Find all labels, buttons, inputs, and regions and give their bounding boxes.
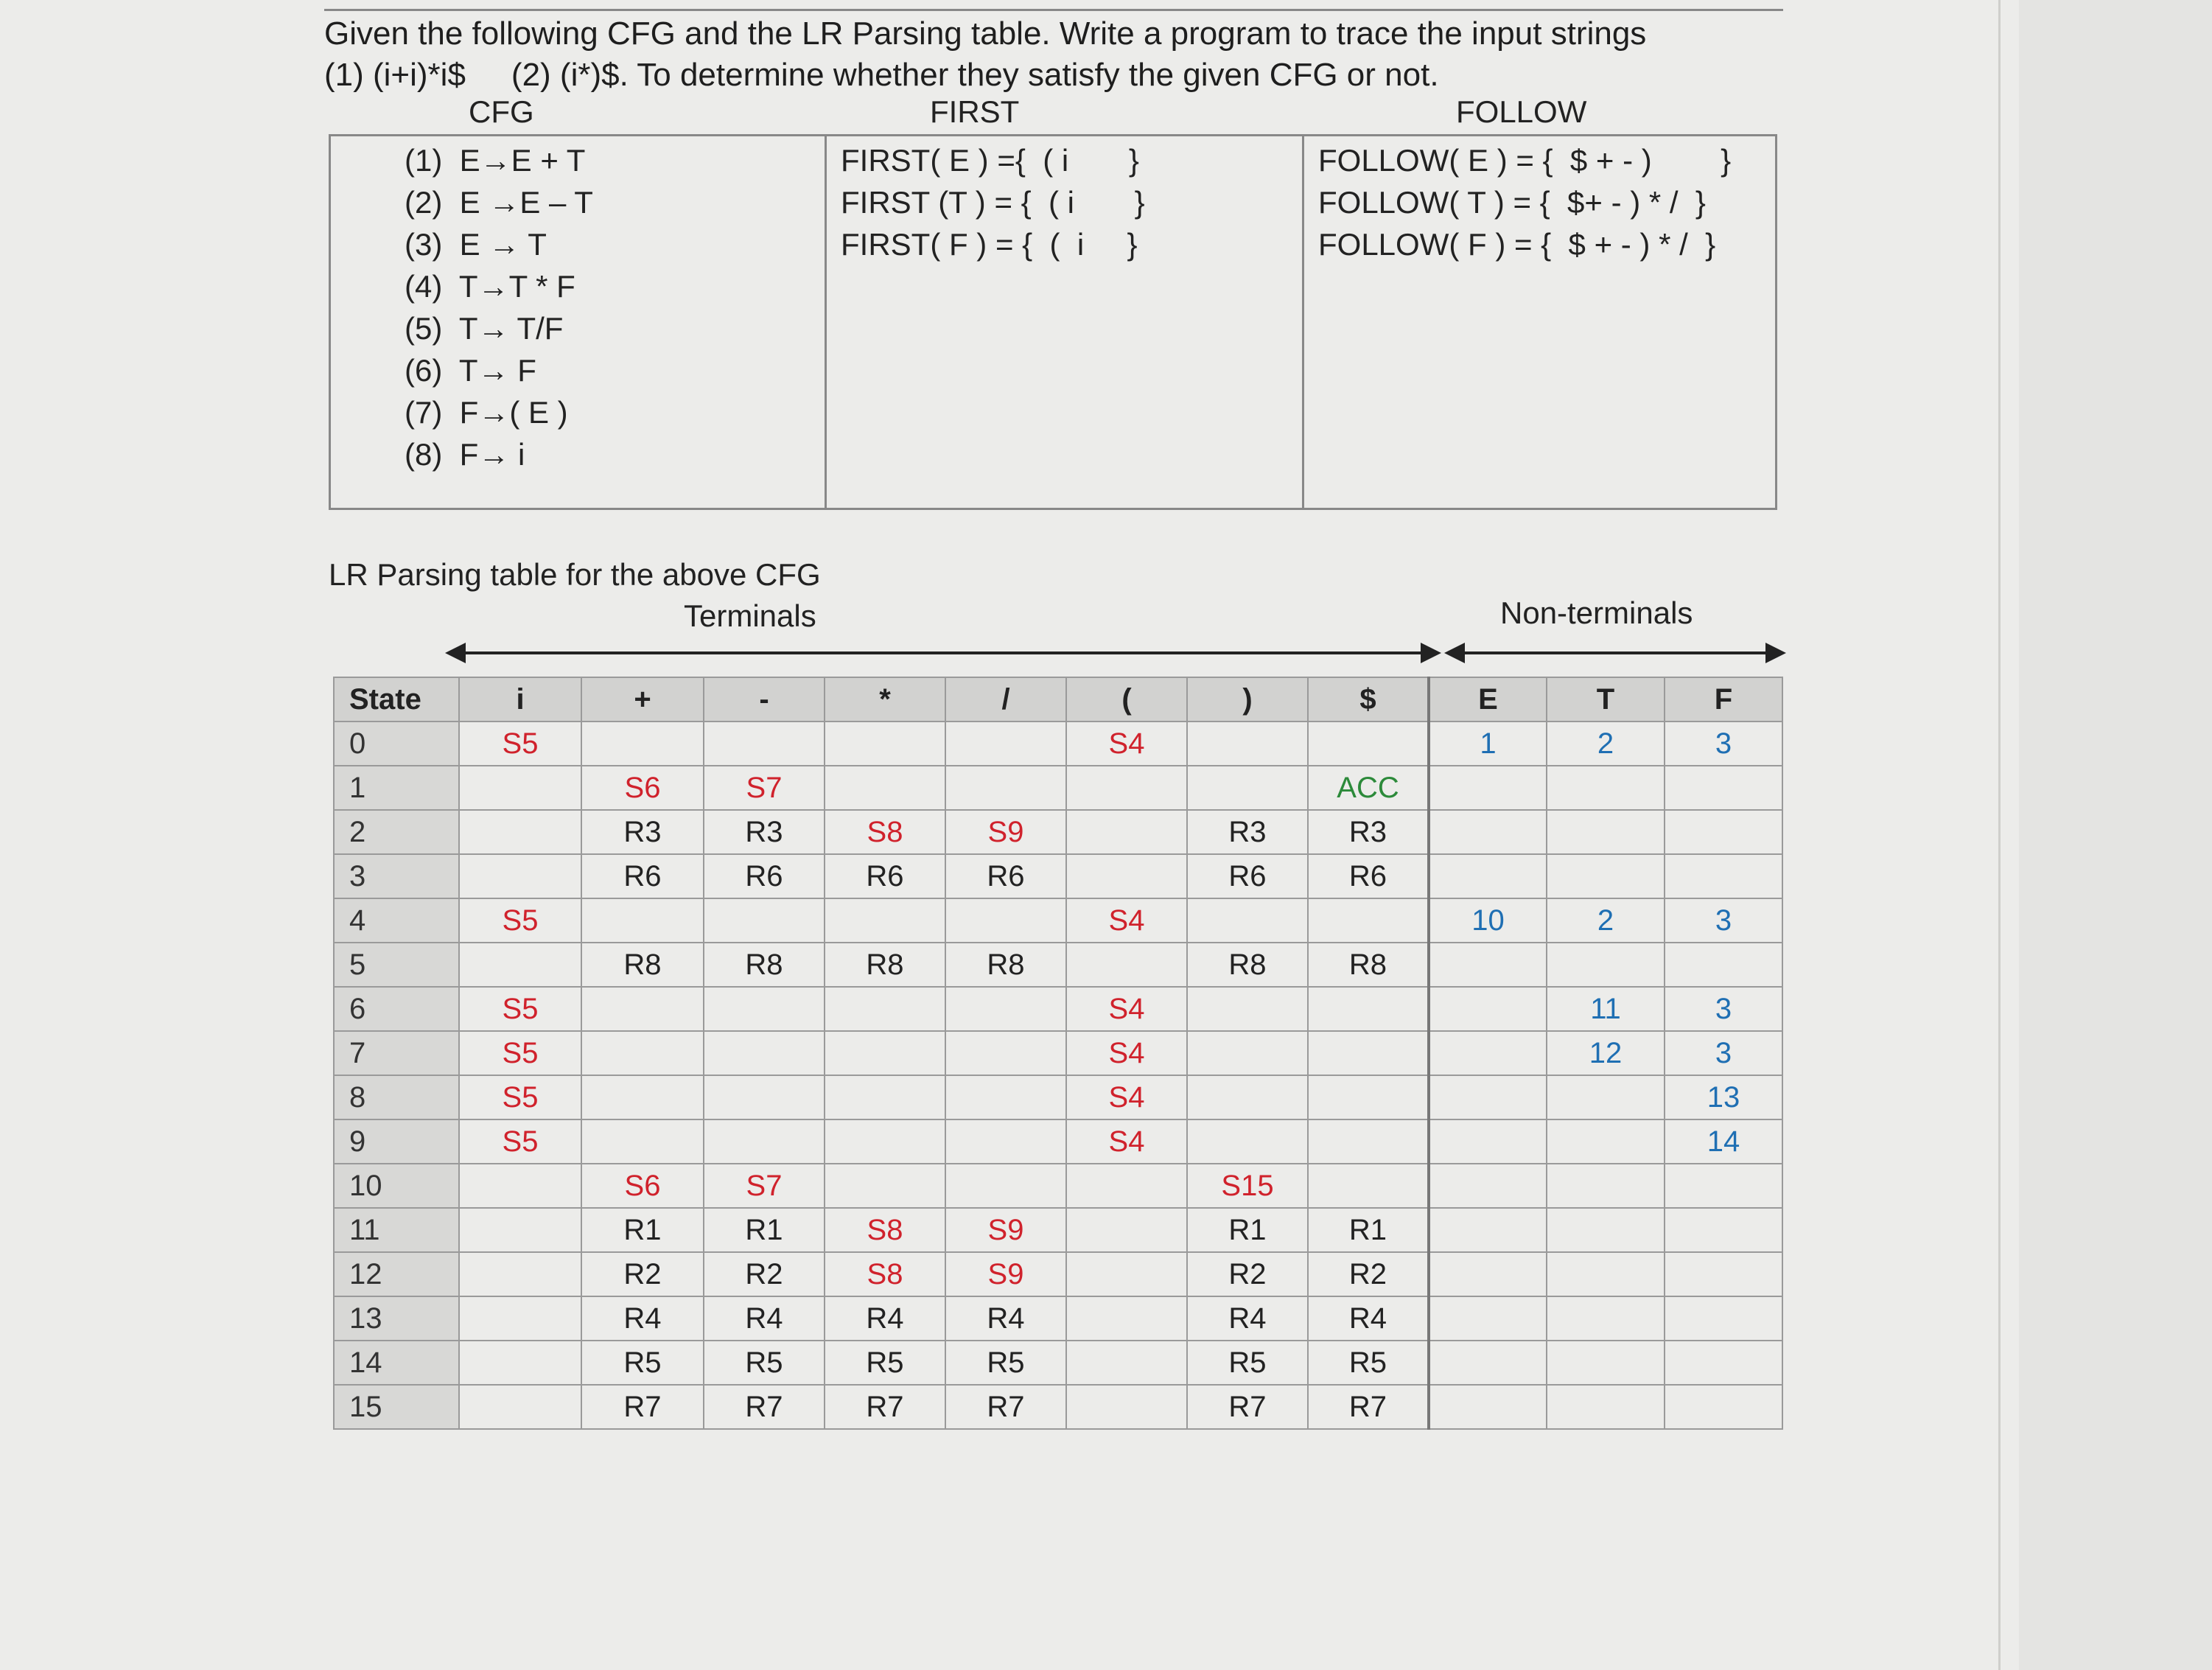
action-cell: R2 <box>581 1252 704 1296</box>
action-cell <box>1429 1075 1547 1119</box>
action-cell <box>945 1031 1066 1075</box>
action-cell <box>945 766 1066 810</box>
action-cell: R6 <box>1187 854 1308 898</box>
action-cell <box>581 722 704 766</box>
action-cell <box>1429 987 1547 1031</box>
action-cell <box>1429 1296 1547 1341</box>
action-cell: 2 <box>1547 722 1665 766</box>
action-cell <box>581 987 704 1031</box>
action-cell <box>1066 1341 1187 1385</box>
action-cell <box>459 1208 581 1252</box>
action-cell <box>1187 722 1308 766</box>
action-cell <box>945 898 1066 943</box>
action-cell: R3 <box>704 810 825 854</box>
action-cell <box>1429 1119 1547 1164</box>
action-cell <box>825 722 945 766</box>
action-cell: R8 <box>1187 943 1308 987</box>
action-cell: R5 <box>825 1341 945 1385</box>
action-cell <box>825 898 945 943</box>
action-cell: R4 <box>1187 1296 1308 1341</box>
action-cell <box>704 1031 825 1075</box>
action-cell <box>459 1341 581 1385</box>
action-cell <box>1308 1119 1429 1164</box>
action-cell: 10 <box>1429 898 1547 943</box>
action-cell: S5 <box>459 1075 581 1119</box>
first-sets <box>841 139 1145 265</box>
action-cell: 3 <box>1665 898 1782 943</box>
question-line-1: Given the following CFG and the LR Parsing table. Write a program to trace the input strings <box>324 15 1647 52</box>
action-cell <box>825 766 945 810</box>
action-cell: R2 <box>1187 1252 1308 1296</box>
action-cell: R6 <box>945 854 1066 898</box>
action-cell: R8 <box>704 943 825 987</box>
column-header-8: $ <box>1308 677 1429 722</box>
action-cell: R8 <box>945 943 1066 987</box>
action-cell: S4 <box>1066 1119 1187 1164</box>
action-cell: S6 <box>581 1164 704 1208</box>
table-row <box>334 1164 1782 1208</box>
action-cell: R5 <box>1308 1341 1429 1385</box>
production-3: (3) E → T <box>405 227 547 262</box>
production-5: (5) T→ T/F <box>405 311 564 346</box>
action-cell: 2 <box>1547 898 1665 943</box>
column-header-3: - <box>704 677 825 722</box>
state-cell: 4 <box>334 898 459 943</box>
action-cell: R2 <box>704 1252 825 1296</box>
action-cell: R6 <box>581 854 704 898</box>
action-cell <box>581 898 704 943</box>
cfg-first-divider <box>825 136 827 508</box>
state-cell: 12 <box>334 1252 459 1296</box>
first-header: FIRST <box>930 94 1020 129</box>
action-cell <box>1429 1031 1547 1075</box>
action-cell: S8 <box>825 810 945 854</box>
action-cell <box>1429 1164 1547 1208</box>
action-cell: 11 <box>1547 987 1665 1031</box>
action-cell: S8 <box>825 1208 945 1252</box>
table-row <box>334 722 1782 766</box>
question-line-2 <box>324 55 1439 96</box>
action-cell <box>825 1119 945 1164</box>
table-row <box>334 1031 1782 1075</box>
action-cell: 3 <box>1665 987 1782 1031</box>
action-cell <box>1066 1208 1187 1252</box>
action-cell <box>1547 766 1665 810</box>
state-cell: 7 <box>334 1031 459 1075</box>
column-header-4: * <box>825 677 945 722</box>
table-row <box>334 1252 1782 1296</box>
action-cell: S5 <box>459 722 581 766</box>
column-header-state: State <box>334 677 459 722</box>
column-header-10: T <box>1547 677 1665 722</box>
action-cell: S7 <box>704 766 825 810</box>
follow-set-1: FOLLOW( E ) = { $ + - ) } <box>1318 143 1732 178</box>
action-cell <box>1429 1208 1547 1252</box>
column-header-2: + <box>581 677 704 722</box>
column-header-5: / <box>945 677 1066 722</box>
table-row <box>334 943 1782 987</box>
action-cell <box>1187 987 1308 1031</box>
action-cell <box>825 1164 945 1208</box>
action-cell <box>1665 1252 1782 1296</box>
action-cell: R8 <box>825 943 945 987</box>
action-cell: R6 <box>825 854 945 898</box>
action-cell <box>1066 1385 1187 1429</box>
action-cell <box>945 1164 1066 1208</box>
column-header-9: E <box>1429 677 1547 722</box>
action-cell: R7 <box>704 1385 825 1429</box>
action-cell: S4 <box>1066 722 1187 766</box>
table-row <box>334 810 1782 854</box>
action-cell: R5 <box>1187 1341 1308 1385</box>
nonterminals-label: Non-terminals <box>1500 595 1693 630</box>
lr-table-title: LR Parsing table for the above CFG <box>329 557 821 592</box>
action-cell: 1 <box>1429 722 1547 766</box>
action-cell: R1 <box>704 1208 825 1252</box>
page-edge <box>1998 0 2001 1670</box>
action-cell: S15 <box>1187 1164 1308 1208</box>
action-cell <box>1429 1252 1547 1296</box>
action-cell: R4 <box>704 1296 825 1341</box>
action-cell <box>704 722 825 766</box>
action-cell: R8 <box>581 943 704 987</box>
follow-set-3: FOLLOW( F ) = { $ + - ) * / } <box>1318 227 1716 262</box>
first-set-2: FIRST (T ) = { ( i } <box>841 185 1145 220</box>
first-follow-divider <box>1302 136 1304 508</box>
table-row <box>334 1385 1782 1429</box>
action-cell <box>945 1075 1066 1119</box>
table-row <box>334 854 1782 898</box>
action-cell: R7 <box>1187 1385 1308 1429</box>
action-cell: S5 <box>459 898 581 943</box>
action-cell <box>704 987 825 1031</box>
action-cell: R1 <box>581 1208 704 1252</box>
action-cell <box>1665 810 1782 854</box>
action-cell <box>1308 722 1429 766</box>
action-cell: 3 <box>1665 1031 1782 1075</box>
table-row <box>334 898 1782 943</box>
action-cell <box>1547 1296 1665 1341</box>
action-cell: S5 <box>459 987 581 1031</box>
action-cell <box>945 722 1066 766</box>
action-cell <box>581 1119 704 1164</box>
terminals-label: Terminals <box>684 598 816 633</box>
action-cell <box>1547 1075 1665 1119</box>
column-header-1: i <box>459 677 581 722</box>
column-header-6: ( <box>1066 677 1187 722</box>
action-cell <box>1665 1296 1782 1341</box>
action-cell: S9 <box>945 1252 1066 1296</box>
nonterminals-arrow <box>1462 651 1768 654</box>
action-cell <box>1665 766 1782 810</box>
action-cell <box>1665 1208 1782 1252</box>
cfg-first-follow-box <box>329 134 1777 510</box>
action-cell <box>1066 1296 1187 1341</box>
action-cell <box>1066 766 1187 810</box>
action-cell: 13 <box>1665 1075 1782 1119</box>
table-row <box>334 1341 1782 1385</box>
state-cell: 3 <box>334 854 459 898</box>
table-row <box>334 1208 1782 1252</box>
table-row <box>334 766 1782 810</box>
lr-parsing-table <box>333 677 1783 1430</box>
action-cell <box>1429 766 1547 810</box>
action-cell: S5 <box>459 1119 581 1164</box>
action-cell: R1 <box>1187 1208 1308 1252</box>
action-cell <box>1547 1341 1665 1385</box>
top-rule <box>324 9 1783 11</box>
action-cell: 14 <box>1665 1119 1782 1164</box>
action-cell <box>704 898 825 943</box>
action-cell: S4 <box>1066 898 1187 943</box>
action-cell: R4 <box>581 1296 704 1341</box>
action-cell <box>459 1296 581 1341</box>
state-cell: 13 <box>334 1296 459 1341</box>
action-cell <box>1066 1164 1187 1208</box>
action-cell: R1 <box>1308 1208 1429 1252</box>
state-cell: 8 <box>334 1075 459 1119</box>
action-cell <box>459 766 581 810</box>
column-header-11: F <box>1665 677 1782 722</box>
action-cell <box>459 854 581 898</box>
action-cell <box>1187 1031 1308 1075</box>
production-4: (4) T→T * F <box>405 269 575 304</box>
action-cell: R3 <box>1308 810 1429 854</box>
table-row <box>334 1075 1782 1119</box>
action-cell: 3 <box>1665 722 1782 766</box>
action-cell: R7 <box>1308 1385 1429 1429</box>
action-cell <box>1547 943 1665 987</box>
action-cell <box>1665 943 1782 987</box>
action-cell <box>945 987 1066 1031</box>
action-cell <box>1547 1119 1665 1164</box>
column-header-7: ) <box>1187 677 1308 722</box>
state-cell: 0 <box>334 722 459 766</box>
action-cell <box>704 1075 825 1119</box>
action-cell: S8 <box>825 1252 945 1296</box>
action-cell: R7 <box>825 1385 945 1429</box>
action-cell: S7 <box>704 1164 825 1208</box>
action-cell <box>1308 987 1429 1031</box>
production-6: (6) T→ F <box>405 353 536 388</box>
action-cell <box>1429 1341 1547 1385</box>
action-cell: S5 <box>459 1031 581 1075</box>
action-cell: R4 <box>825 1296 945 1341</box>
action-cell: ACC <box>1308 766 1429 810</box>
follow-header: FOLLOW <box>1456 94 1587 129</box>
state-cell: 14 <box>334 1341 459 1385</box>
table-row <box>334 987 1782 1031</box>
input-string-1: (1) (i+i)*i$ <box>324 57 466 93</box>
lr-header-row <box>334 677 1782 722</box>
cfg-header: CFG <box>469 94 534 129</box>
action-cell <box>1665 1341 1782 1385</box>
action-cell <box>581 1031 704 1075</box>
action-cell: S9 <box>945 1208 1066 1252</box>
action-cell <box>1665 1385 1782 1429</box>
action-cell <box>1665 854 1782 898</box>
action-cell <box>1429 943 1547 987</box>
state-cell: 15 <box>334 1385 459 1429</box>
action-cell: S4 <box>1066 987 1187 1031</box>
action-cell <box>1547 1385 1665 1429</box>
action-cell <box>459 810 581 854</box>
action-cell <box>1547 1252 1665 1296</box>
state-cell: 5 <box>334 943 459 987</box>
lr-body <box>334 722 1782 1429</box>
action-cell: R7 <box>581 1385 704 1429</box>
action-cell <box>1547 810 1665 854</box>
state-cell: 1 <box>334 766 459 810</box>
action-cell: R3 <box>581 810 704 854</box>
state-cell: 2 <box>334 810 459 854</box>
action-cell <box>1066 854 1187 898</box>
action-cell <box>945 1119 1066 1164</box>
action-cell <box>1429 810 1547 854</box>
action-cell: S6 <box>581 766 704 810</box>
action-cell <box>1308 1075 1429 1119</box>
action-cell: R4 <box>1308 1296 1429 1341</box>
action-cell <box>1665 1164 1782 1208</box>
action-cell <box>825 987 945 1031</box>
action-cell <box>459 1164 581 1208</box>
production-2: (2) E →E – T <box>405 185 593 220</box>
action-cell <box>1429 1385 1547 1429</box>
follow-set-2: FOLLOW( T ) = { $+ - ) * / } <box>1318 185 1706 220</box>
state-cell: 6 <box>334 987 459 1031</box>
action-cell <box>1187 1075 1308 1119</box>
action-cell <box>1066 1252 1187 1296</box>
production-1: (1) E→E + T <box>405 143 586 178</box>
production-7: (7) F→( E ) <box>405 395 568 430</box>
action-cell <box>1187 1119 1308 1164</box>
terminals-arrow <box>463 651 1424 654</box>
action-cell: S9 <box>945 810 1066 854</box>
action-cell <box>459 943 581 987</box>
action-cell: S4 <box>1066 1031 1187 1075</box>
action-cell <box>1308 1164 1429 1208</box>
action-cell <box>459 1252 581 1296</box>
action-cell <box>825 1031 945 1075</box>
action-cell: R4 <box>945 1296 1066 1341</box>
action-cell: R5 <box>945 1341 1066 1385</box>
cfg-productions <box>405 139 593 475</box>
action-cell <box>1308 898 1429 943</box>
action-cell: R5 <box>704 1341 825 1385</box>
action-cell <box>1547 1164 1665 1208</box>
action-cell <box>1066 943 1187 987</box>
production-8: (8) F→ i <box>405 437 525 472</box>
action-cell <box>704 1119 825 1164</box>
first-set-3: FIRST( F ) = { ( i } <box>841 227 1138 262</box>
action-cell: R2 <box>1308 1252 1429 1296</box>
first-set-1: FIRST( E ) ={ ( i } <box>841 143 1139 178</box>
action-cell <box>1066 810 1187 854</box>
action-cell <box>1547 1208 1665 1252</box>
action-cell: 12 <box>1547 1031 1665 1075</box>
input-string-2: (2) (i*)$. To determine whether they satisfy the given CFG or not. <box>511 57 1439 93</box>
table-row <box>334 1296 1782 1341</box>
action-cell <box>1429 854 1547 898</box>
follow-sets <box>1318 139 1731 265</box>
action-cell <box>1547 854 1665 898</box>
action-cell <box>825 1075 945 1119</box>
action-cell: R6 <box>1308 854 1429 898</box>
action-cell <box>1187 898 1308 943</box>
action-cell: R5 <box>581 1341 704 1385</box>
state-cell: 11 <box>334 1208 459 1252</box>
action-cell: S4 <box>1066 1075 1187 1119</box>
table-row <box>334 1119 1782 1164</box>
state-cell: 9 <box>334 1119 459 1164</box>
action-cell <box>581 1075 704 1119</box>
action-cell: R3 <box>1187 810 1308 854</box>
action-cell <box>1308 1031 1429 1075</box>
state-cell: 10 <box>334 1164 459 1208</box>
action-cell <box>1187 766 1308 810</box>
action-cell: R8 <box>1308 943 1429 987</box>
action-cell: R7 <box>945 1385 1066 1429</box>
action-cell: R6 <box>704 854 825 898</box>
action-cell <box>459 1385 581 1429</box>
